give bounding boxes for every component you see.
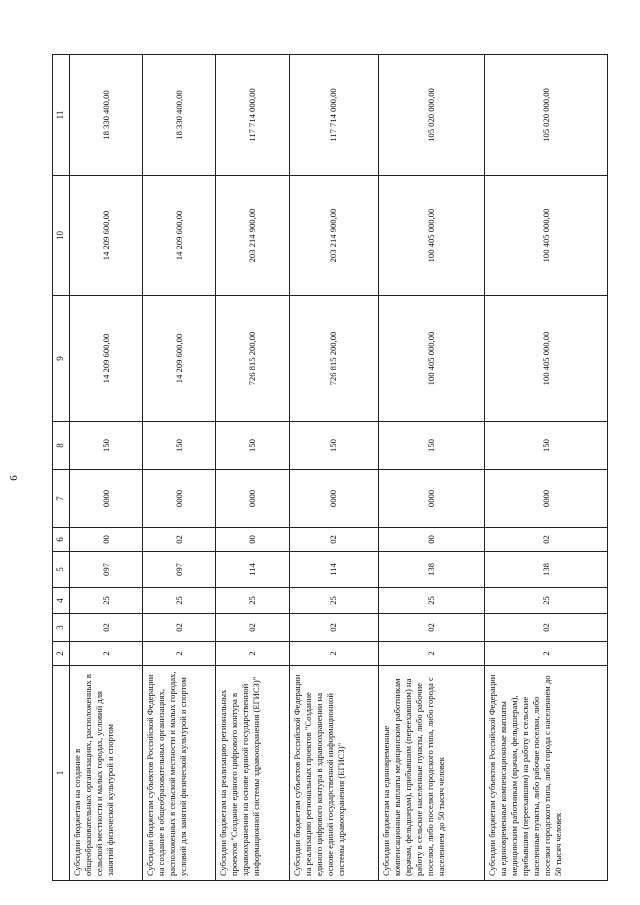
cell-col-3: 02	[379, 614, 485, 642]
cell-col-11: 18 330 400,00	[70, 55, 143, 176]
column-header: 1	[53, 666, 70, 881]
cell-col-10: 14 209 600,00	[70, 176, 143, 296]
column-header: 6	[53, 528, 70, 552]
row-description: Субсидии бюджетам субъектов Российской Федерации на единовременные компенсационные выплаты медицинским работникам (врачам, фельдшерам), прибывшим (переехавшим) на работу в сельские населенные пункты, либо рабочие поселки, либо поселки городского типа, либо города с населением до 50 тысяч человек	[485, 666, 608, 881]
cell-col-7: 0000	[485, 470, 608, 528]
cell-col-4: 25	[289, 588, 379, 614]
row-description: Субсидии бюджетам на реализацию региональных проектов "Создание единого цифрового контура в здравоохранении на основе единой государственной информационной системы здравоохранения (ЕГИСЗ)"	[216, 666, 289, 881]
cell-col-2: 2	[485, 642, 608, 666]
cell-col-3: 02	[70, 614, 143, 642]
cell-col-4: 25	[143, 588, 216, 614]
cell-col-5: 114	[216, 552, 289, 588]
cell-col-10: 100 405 000,00	[485, 176, 608, 296]
cell-col-7: 0000	[379, 470, 485, 528]
row-description: Субсидии бюджетам субъектов Российской Федерации на создание в общеобразовательных организациях, расположенных в сельской местности и малых городах, условий для занятий физической культурой и спортом	[143, 666, 216, 881]
column-header: 5	[53, 552, 70, 588]
column-header: 10	[53, 176, 70, 296]
cell-col-4: 25	[379, 588, 485, 614]
cell-col-9: 100 405 000,00	[379, 296, 485, 422]
cell-col-10: 203 214 900,00	[216, 176, 289, 296]
cell-col-9: 726 815 200,00	[216, 296, 289, 422]
column-header: 11	[53, 55, 70, 176]
cell-col-5: 138	[485, 552, 608, 588]
cell-col-6: 02	[143, 528, 216, 552]
cell-col-5: 097	[143, 552, 216, 588]
budget-table	[52, 54, 608, 881]
table-row	[289, 55, 379, 881]
cell-col-2: 2	[70, 642, 143, 666]
cell-col-2: 2	[143, 642, 216, 666]
cell-col-6: 00	[379, 528, 485, 552]
cell-col-7: 0000	[143, 470, 216, 528]
row-description: Субсидии бюджетам на единовременные компенсационные выплаты медицинским работникам (врачам, фельдшерам), прибывшим (переехавшим) на работу в сельские населенные пункты, либо рабочие поселки, либо поселки городского типа, либо города с населением до 50 тысяч человек	[379, 666, 485, 881]
column-header: 8	[53, 422, 70, 470]
column-header: 3	[53, 614, 70, 642]
cell-col-8: 150	[289, 422, 379, 470]
table-header-row	[53, 55, 70, 881]
cell-col-4: 25	[485, 588, 608, 614]
cell-col-5: 097	[70, 552, 143, 588]
table-row	[70, 55, 143, 881]
cell-col-3: 02	[216, 614, 289, 642]
cell-col-11: 117 714 000,00	[289, 55, 379, 176]
cell-col-7: 0000	[289, 470, 379, 528]
row-description: Субсидии бюджетам на создание в общеобразовательных организациях, расположенных в сельской местности и малых городах, условий для занятий физической культурой и спортом	[70, 666, 143, 881]
cell-col-4: 25	[216, 588, 289, 614]
column-header: 7	[53, 470, 70, 528]
cell-col-11: 105 020 000,00	[379, 55, 485, 176]
table-row	[485, 55, 608, 881]
cell-col-4: 25	[70, 588, 143, 614]
cell-col-6: 02	[485, 528, 608, 552]
cell-col-6: 00	[70, 528, 143, 552]
column-header: 4	[53, 588, 70, 614]
page-number: 6	[8, 475, 20, 481]
cell-col-8: 150	[216, 422, 289, 470]
cell-col-11: 18 330 400,00	[143, 55, 216, 176]
cell-col-10: 203 214 900,00	[289, 176, 379, 296]
cell-col-8: 150	[143, 422, 216, 470]
column-header: 2	[53, 642, 70, 666]
cell-col-5: 138	[379, 552, 485, 588]
table-row	[143, 55, 216, 881]
cell-col-3: 02	[289, 614, 379, 642]
cell-col-10: 14 209 600,00	[143, 176, 216, 296]
cell-col-9: 100 405 000,00	[485, 296, 608, 422]
table-row	[216, 55, 289, 881]
cell-col-9: 726 815 200,00	[289, 296, 379, 422]
cell-col-6: 00	[216, 528, 289, 552]
cell-col-6: 02	[289, 528, 379, 552]
cell-col-3: 02	[143, 614, 216, 642]
rotated-table-container	[52, 55, 608, 881]
cell-col-5: 114	[289, 552, 379, 588]
cell-col-10: 100 405 000,00	[379, 176, 485, 296]
column-header: 9	[53, 296, 70, 422]
cell-col-9: 14 209 600,00	[143, 296, 216, 422]
cell-col-8: 150	[379, 422, 485, 470]
cell-col-11: 117 714 000,00	[216, 55, 289, 176]
cell-col-7: 0000	[216, 470, 289, 528]
row-description: Субсидии бюджетам субъектов Российской Федерации на реализацию региональных проектов "Создание единого цифрового контура в здравоохранении на основе единой государственной информационной системы здравоохранения (ЕГИСЗ)"	[289, 666, 379, 881]
table-row	[379, 55, 485, 881]
cell-col-8: 150	[70, 422, 143, 470]
cell-col-3: 02	[485, 614, 608, 642]
cell-col-2: 2	[379, 642, 485, 666]
cell-col-2: 2	[289, 642, 379, 666]
cell-col-11: 105 020 000,00	[485, 55, 608, 176]
cell-col-7: 0000	[70, 470, 143, 528]
cell-col-2: 2	[216, 642, 289, 666]
cell-col-8: 150	[485, 422, 608, 470]
cell-col-9: 14 209 600,00	[70, 296, 143, 422]
